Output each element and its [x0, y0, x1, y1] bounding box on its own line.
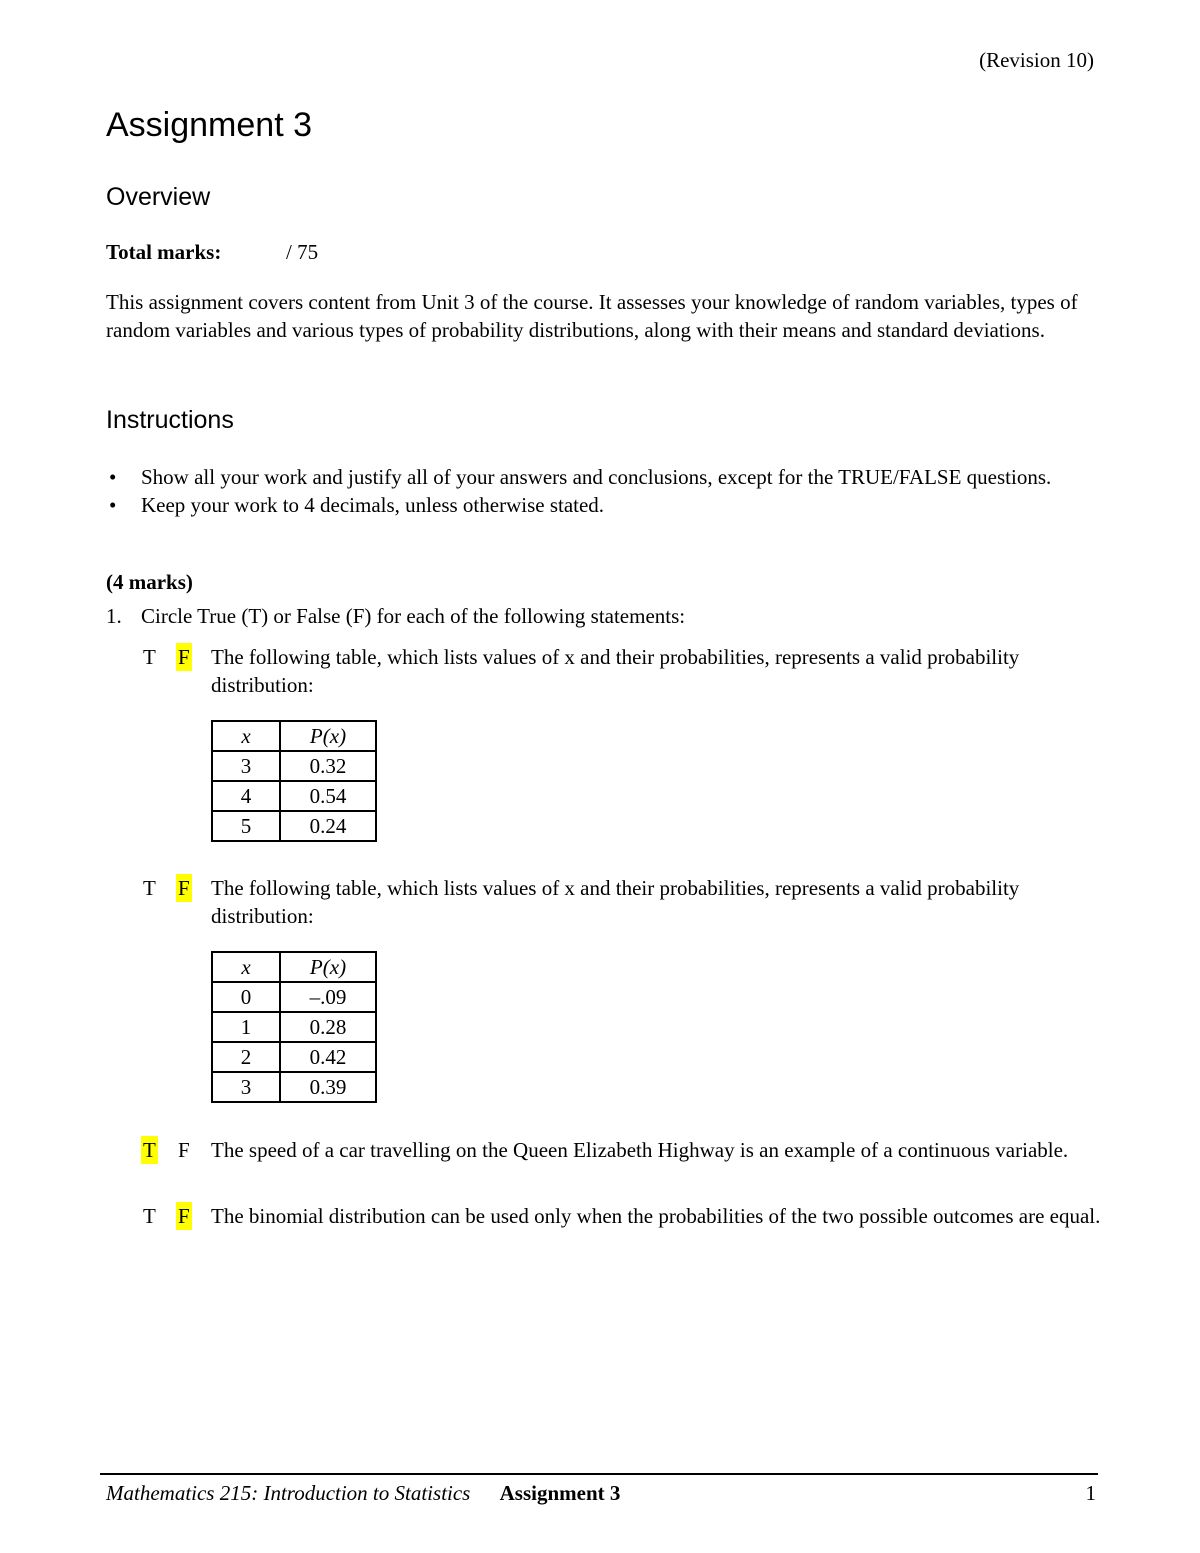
statement-text: The following table, which lists values of x and their probabilities, represents a valid probability distribution: — [211, 876, 1020, 928]
tf-statement-4 — [141, 1202, 1101, 1230]
footer-assignment: Assignment 3 — [499, 1481, 621, 1505]
tf-statement-3 — [141, 1136, 1101, 1164]
page-number: 1 — [1085, 1481, 1096, 1505]
footer-course: Mathematics 215: Introduction to Statistics — [106, 1481, 471, 1505]
revision-label: (Revision 10) — [979, 48, 1094, 72]
table-row: 3 0.32 — [212, 751, 376, 781]
true-option[interactable]: T — [143, 645, 156, 669]
instructions-list — [106, 463, 1096, 519]
table-header: x — [212, 952, 280, 982]
list-item: • Keep your work to 4 decimals, unless otherwise stated. — [109, 493, 605, 517]
table-row: 5 0.24 — [212, 811, 376, 841]
statement-text: The following table, which lists values of x and their probabilities, represents a valid probability distribution: — [211, 645, 1020, 697]
page-title: Assignment 3 — [106, 106, 312, 144]
table-row: 4 0.54 — [212, 781, 376, 811]
total-marks-label: Total marks: — [106, 240, 222, 264]
overview-heading: Overview — [106, 183, 211, 211]
footer-divider — [100, 1473, 1098, 1475]
probability-table-1 — [211, 720, 377, 842]
false-option-selected[interactable]: F — [178, 645, 190, 669]
bullet-icon: • — [109, 493, 117, 517]
tf-statement-2 — [141, 874, 1101, 930]
probability-table-2 — [211, 951, 377, 1103]
table-header: P(x) — [280, 952, 376, 982]
true-option[interactable]: T — [143, 876, 156, 900]
tf-statement-1 — [141, 643, 1101, 699]
table-row: 3 0.39 — [212, 1072, 376, 1102]
total-marks-value: / 75 — [286, 240, 319, 264]
table-header: x — [212, 721, 280, 751]
question-number: 1. — [106, 604, 122, 628]
true-option[interactable]: T — [143, 1204, 156, 1228]
false-option-selected[interactable]: F — [178, 1204, 190, 1228]
list-item: • Show all your work and justify all of your answers and conclusions, except for the TRUE/FALSE questions. — [109, 465, 1052, 489]
table-row: 1 0.28 — [212, 1012, 376, 1042]
footer — [106, 1481, 1096, 1506]
false-option-selected[interactable]: F — [178, 876, 190, 900]
intro-paragraph: This assignment covers content from Unit 3 of the course. It assesses your knowledge of random variables, types of random variables and various types of probability distributions, along with their means and standard deviations. — [106, 290, 1078, 342]
bullet-icon: • — [109, 465, 117, 489]
question-prompt: 1. Circle True (T) or False (F) for each of the following statements: — [106, 604, 686, 628]
statement-text: The speed of a car travelling on the Queen Elizabeth Highway is an example of a continuous variable. — [211, 1138, 1069, 1162]
instructions-heading: Instructions — [106, 406, 234, 434]
question-marks: (4 marks) — [106, 570, 193, 594]
table-header: P(x) — [280, 721, 376, 751]
table-row: 2 0.42 — [212, 1042, 376, 1072]
total-marks — [106, 240, 318, 265]
false-option[interactable]: F — [178, 1138, 190, 1162]
statement-text: The binomial distribution can be used only when the probabilities of the two possible outcomes are equal. — [211, 1204, 1101, 1228]
true-option-selected[interactable]: T — [143, 1138, 156, 1162]
table-row: 0 –.09 — [212, 982, 376, 1012]
